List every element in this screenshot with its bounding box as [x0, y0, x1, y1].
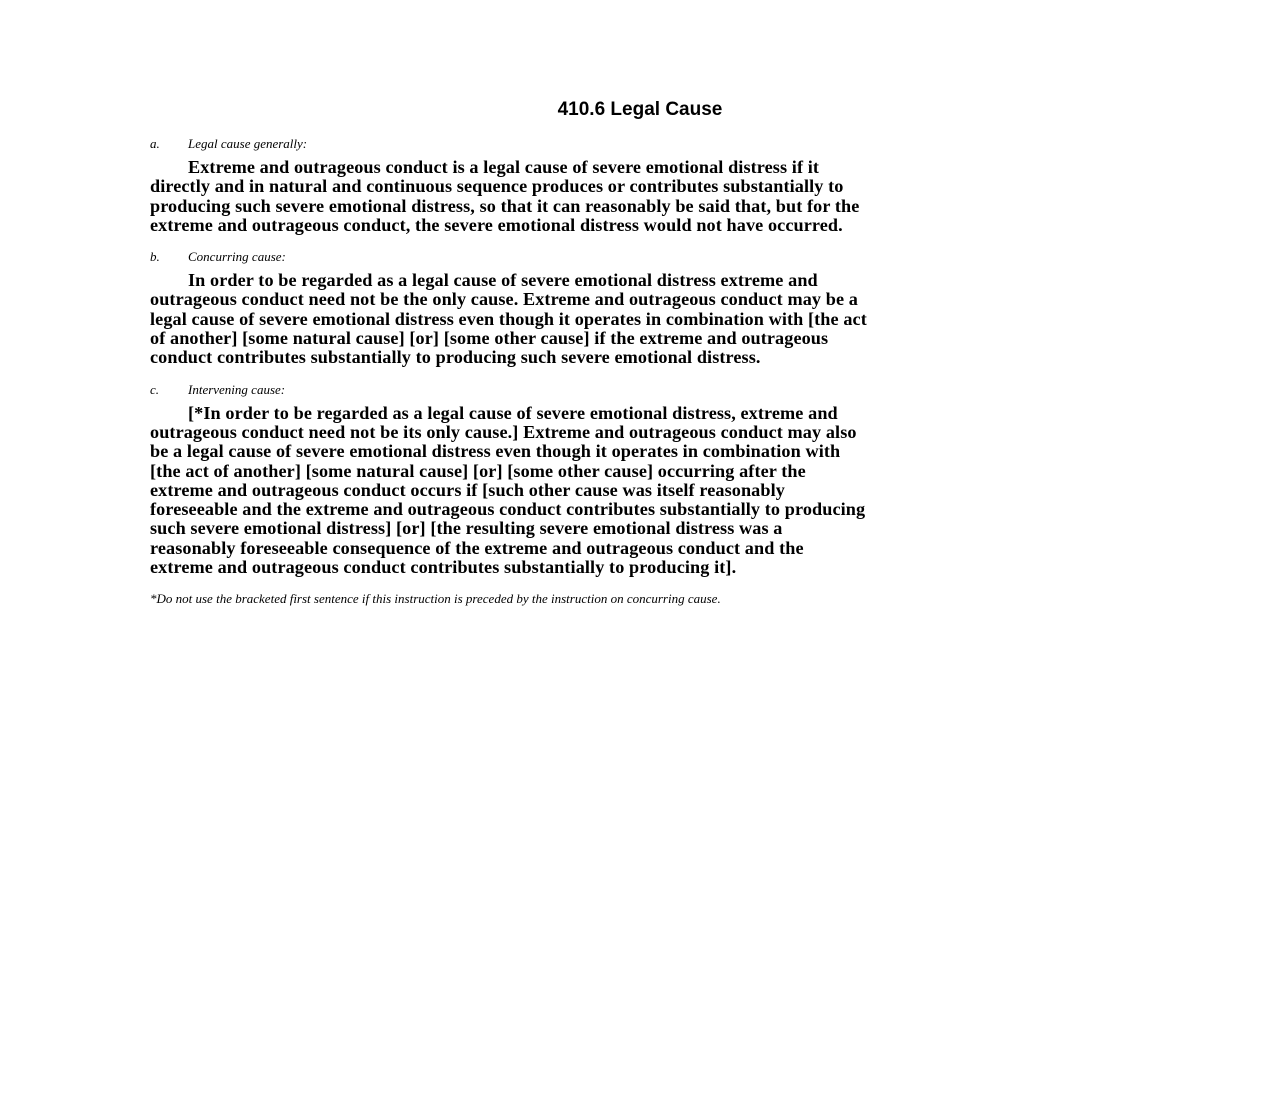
paragraph-line: conduct contributes substantially to producing such severe emotional distress. [150, 347, 761, 368]
page-title: 410.6 Legal Cause [557, 99, 723, 120]
paragraph-line: foreseeable and the extreme and outrageous conduct contributes substantially to producing [150, 499, 866, 520]
section-c-heading-text: Intervening cause: [188, 381, 286, 397]
paragraph-line: such severe emotional distress] [or] [the resulting severe emotional distress was a [150, 518, 783, 539]
section-b-heading [150, 249, 1130, 265]
section-a-letter: a. [150, 136, 160, 151]
footnote: *Do not use the bracketed first sentence if this instruction is preceded by the instruction on concurring cause. [150, 591, 721, 607]
paragraph-line: outrageous conduct need not be the only cause. Extreme and outrageous conduct may be a [150, 289, 858, 310]
paragraph-line: extreme and outrageous conduct contributes substantially to producing it]. [150, 557, 737, 578]
section-b-letter: b. [150, 249, 160, 265]
paragraph-line: reasonably foreseeable consequence of the extreme and outrageous conduct and the [150, 537, 804, 558]
paragraph-line: extreme and outrageous conduct occurs if [such other cause was itself reasonably [150, 479, 785, 500]
document-page [150, 98, 1130, 607]
paragraph-line: [the act of another] [some natural cause] [or] [some other cause] occurring after the [150, 460, 806, 481]
section-c-paragraph [150, 404, 1130, 578]
section-a-heading-text: Legal cause generally: [188, 136, 308, 151]
paragraph-line: legal cause of severe emotional distress even though it operates in combination with [the act [150, 308, 867, 329]
section-c-letter: c. [150, 381, 160, 397]
section-c-heading [150, 382, 1130, 398]
paragraph-line: extreme and outrageous conduct, the severe emotional distress would not have occurred. [150, 214, 843, 235]
section-b-paragraph [150, 271, 1130, 367]
section-a-heading [150, 136, 1130, 152]
section-b-heading-text: Concurring cause: [188, 249, 286, 265]
paragraph-line: outrageous conduct need not be its only cause.] Extreme and outrageous conduct may also [150, 421, 857, 442]
paragraph-line: of another] [some natural cause] [or] [some other cause] if the extreme and outrageous [150, 328, 829, 349]
paragraph-line: Extreme and outrageous conduct is a legal cause of severe emotional distress if it [188, 157, 820, 177]
paragraph-line: producing such severe emotional distress, so that it can reasonably be said that, but for the [150, 195, 860, 216]
paragraph-line: be a legal cause of severe emotional distress even though it operates in combination with [150, 441, 841, 462]
section-a-paragraph [150, 158, 1130, 235]
paragraph-line: directly and in natural and continuous sequence produces or contributes substantially to [150, 176, 844, 197]
paragraph-line: [*In order to be regarded as a legal cause of severe emotional distress, extreme and [188, 402, 838, 423]
paragraph-line: In order to be regarded as a legal cause of severe emotional distress extreme and [188, 270, 818, 291]
